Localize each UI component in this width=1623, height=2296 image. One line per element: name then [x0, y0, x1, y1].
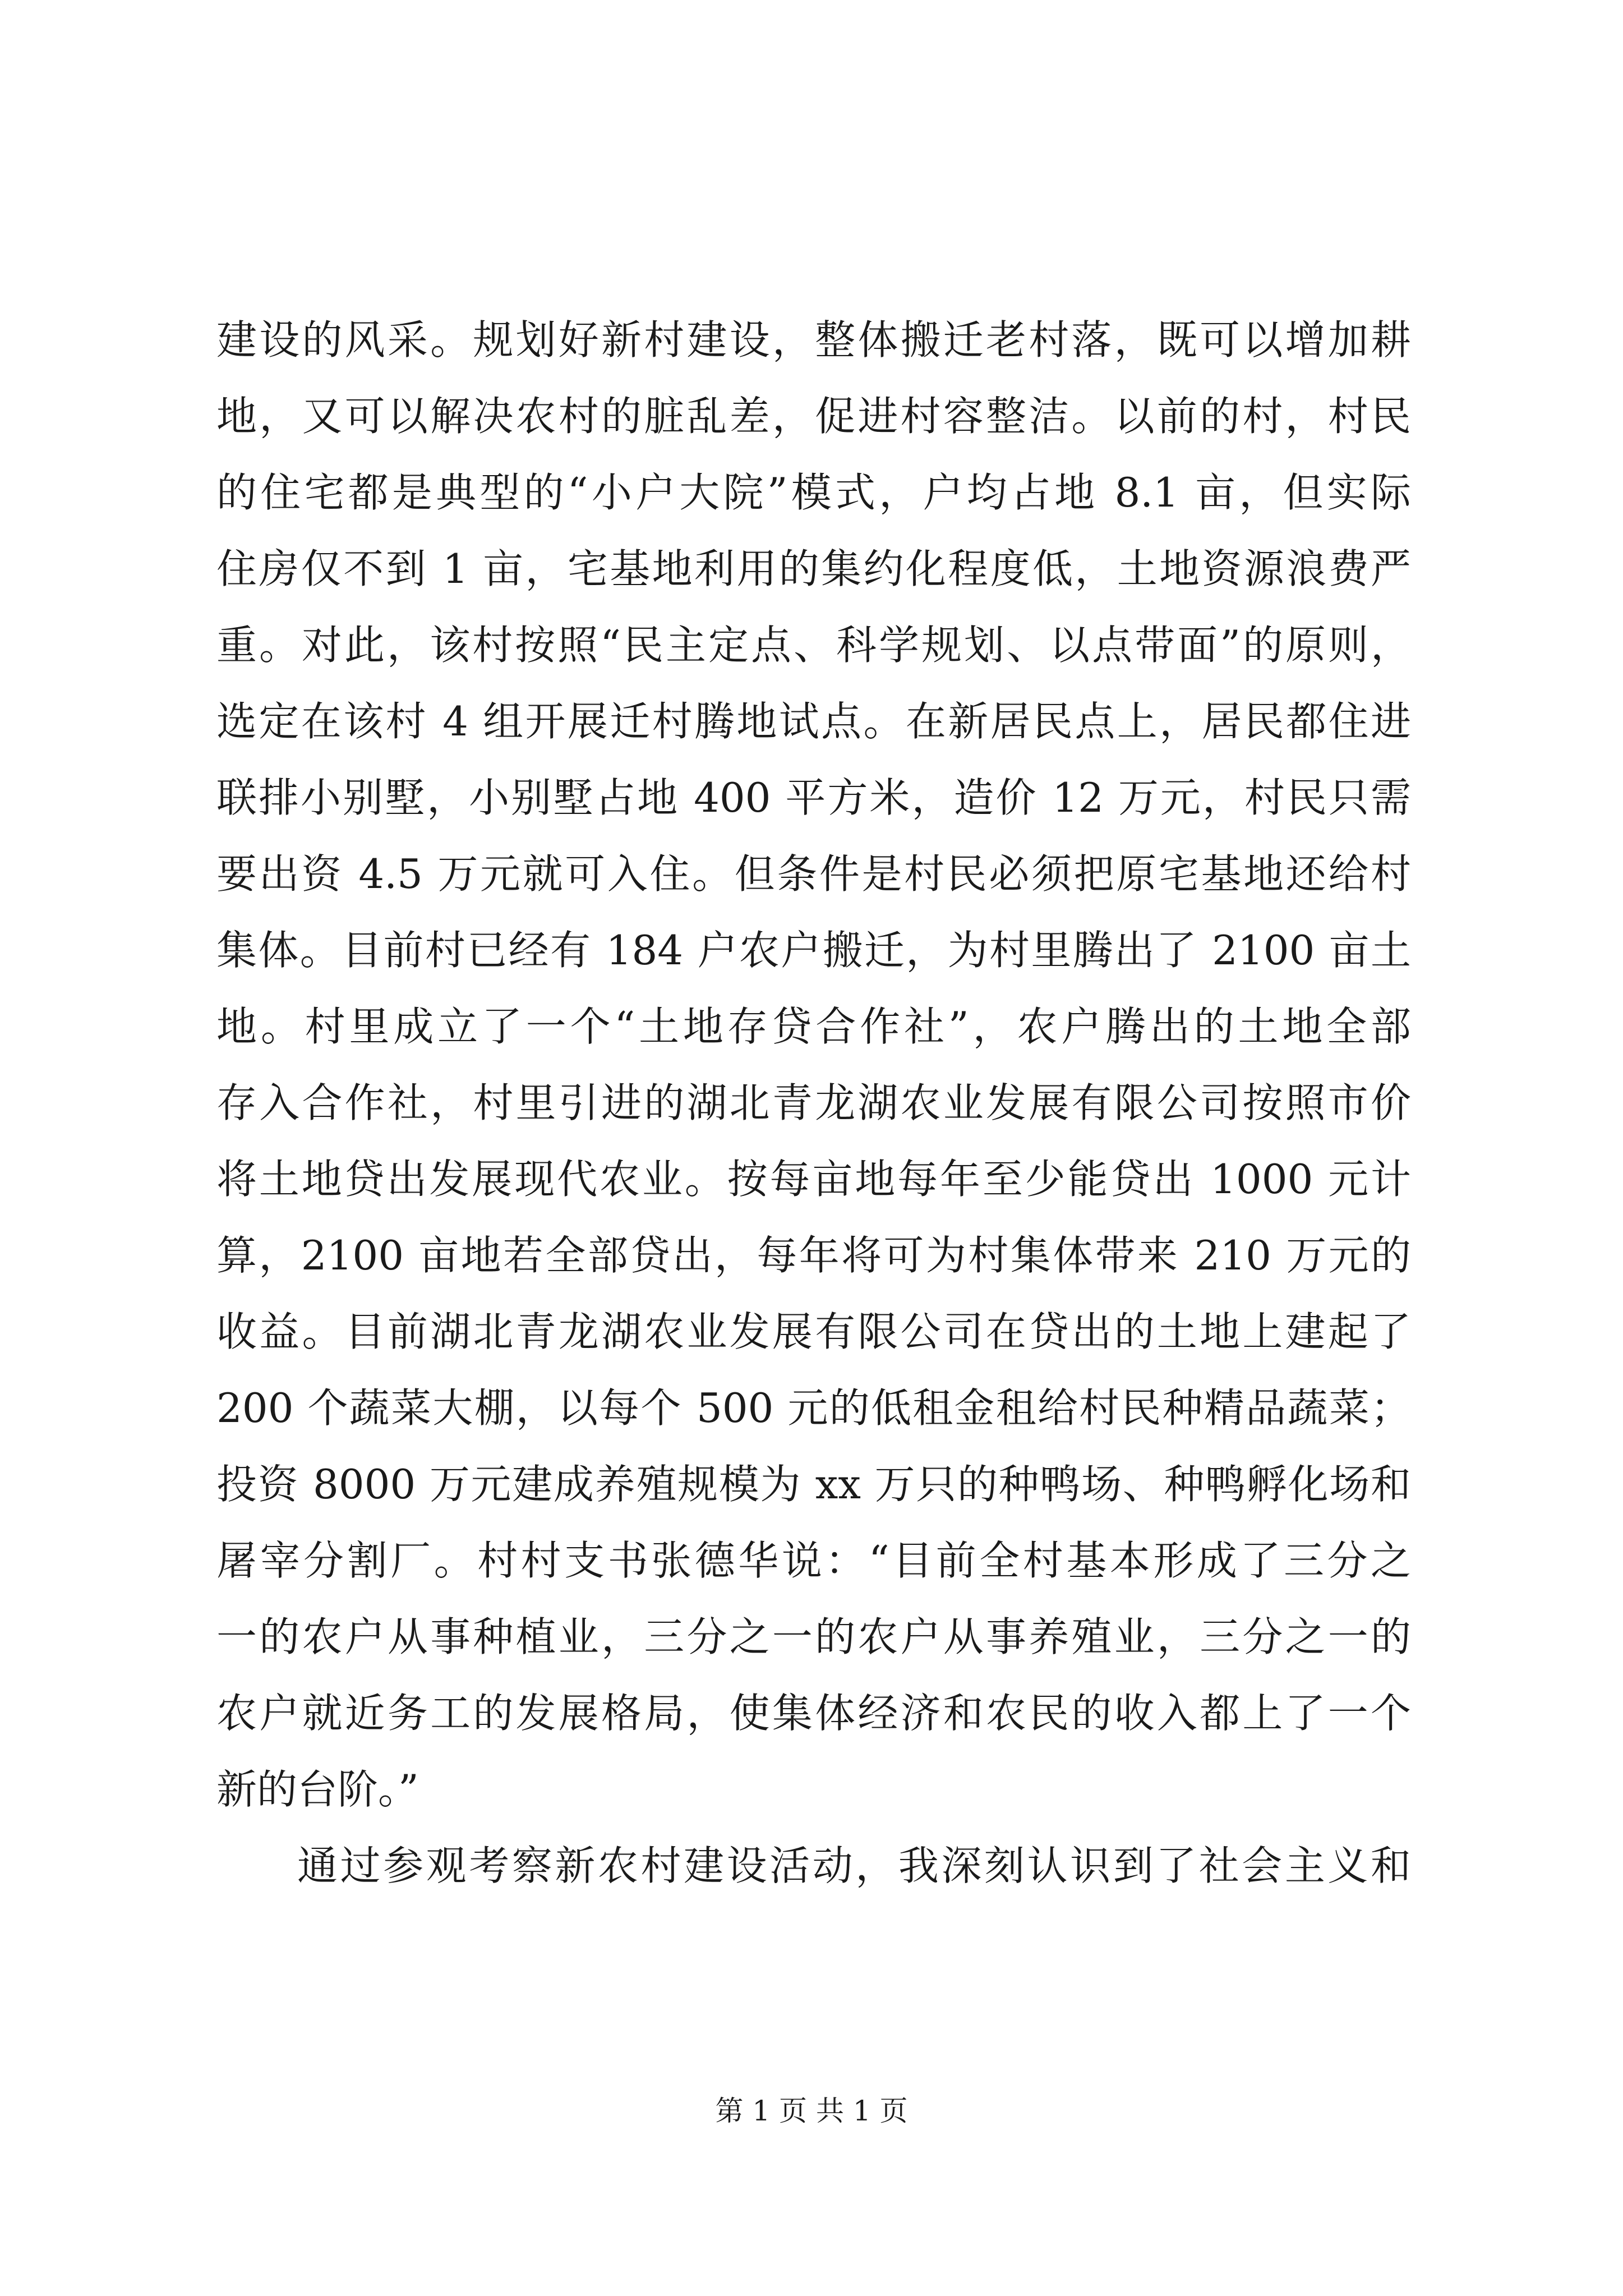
text-line: 地。村里成立了一个“土地存贷合作社”，农户腾出的土地全部 — [216, 1003, 1411, 1050]
text-line: 屠宰分割厂。村村支书张德华说：“目前全村基本形成了三分之 — [216, 1537, 1411, 1584]
text-line: 算，2100 亩地若全部贷出，每年将可为村集体带来 210 万元的 — [216, 1232, 1411, 1279]
text-line: 要出资 4.5 万元就可入住。但条件是村民必须把原宅基地还给村 — [216, 850, 1411, 898]
text-line: 建设的风采。规划好新村建设，整体搬迁老村落，既可以增加耕 — [216, 316, 1411, 364]
text-line: 选定在该村 4 组开展迁村腾地试点。在新居民点上，居民都住进 — [216, 698, 1411, 745]
text-line: 将土地贷出发展现代农业。按每亩地每年至少能贷出 1000 元计 — [216, 1156, 1411, 1203]
text-line: 的住宅都是典型的“小户大院”模式，户均占地 8.1 亩，但实际 — [216, 469, 1411, 516]
text-line: 收益。目前湖北青龙湖农业发展有限公司在贷出的土地上建起了 — [216, 1308, 1411, 1355]
text-line: 投资 8000 万元建成养殖规模为 xx 万只的种鸭场、种鸭孵化场和 — [216, 1461, 1411, 1508]
text-line: 一的农户从事种植业，三分之一的农户从事养殖业，三分之一的 — [216, 1613, 1411, 1660]
page-footer: 第 1 页 共 1 页 — [715, 2095, 908, 2127]
text-line: 集体。目前村已经有 184 户农户搬迁，为村里腾出了 2100 亩土 — [216, 927, 1411, 974]
paragraph-2-first-line: 通过参观考察新农村建设活动，我深刻认识到了社会主义和 — [297, 1842, 1411, 1889]
text-line: 200 个蔬菜大棚，以每个 500 元的低租金租给村民种精品蔬菜； — [216, 1384, 1411, 1432]
document-body — [216, 302, 1411, 1904]
text-line: 住房仅不到 1 亩，宅基地利用的集约化程度低，土地资源浪费严 — [216, 545, 1411, 592]
text-line: 联排小别墅，小别墅占地 400 平方米，造价 12 万元，村民只需 — [216, 774, 1411, 821]
text-line: 地，又可以解决农村的脏乱差，促进村容整洁。以前的村，村民 — [216, 393, 1411, 440]
text-line: 存入合作社，村里引进的湖北青龙湖农业发展有限公司按照市价 — [216, 1079, 1411, 1126]
text-line: 重。对此，该村按照“民主定点、科学规划、以点带面”的原则， — [216, 622, 1411, 669]
text-line: 农户就近务工的发展格局，使集体经济和农民的收入都上了一个 — [216, 1690, 1411, 1737]
text-line: 新的台阶。” — [216, 1766, 419, 1813]
